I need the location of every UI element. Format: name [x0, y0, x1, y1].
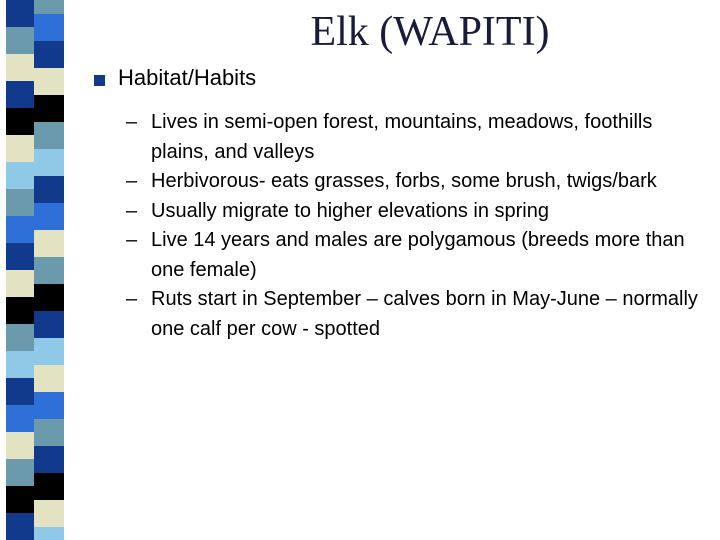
strip-block	[34, 68, 64, 95]
strip-block	[6, 432, 36, 459]
strip-block	[6, 459, 36, 486]
strip-block	[6, 81, 36, 108]
decorative-color-strip	[0, 0, 66, 540]
strip-block	[34, 473, 64, 500]
strip-block	[34, 311, 64, 338]
strip-block	[34, 527, 64, 540]
strip-block	[6, 405, 36, 432]
strip-block	[34, 500, 64, 527]
sub-bullet-item	[126, 285, 706, 344]
strip-block	[34, 419, 64, 446]
dash-bullet-icon: –	[126, 111, 138, 133]
strip-block	[6, 54, 36, 81]
strip-block	[34, 446, 64, 473]
strip-block	[34, 176, 64, 203]
strip-block	[34, 149, 64, 176]
strip-block	[6, 189, 36, 216]
strip-block	[34, 338, 64, 365]
strip-block	[6, 324, 36, 351]
sub-bullet-list	[126, 108, 706, 344]
sub-bullet-text: Herbivorous- eats grasses, forbs, some brush, twigs/bark	[151, 170, 657, 192]
strip-block	[6, 108, 36, 135]
dash-bullet-icon: –	[126, 199, 138, 222]
bullet-habitat-habits: Habitat/Habits	[118, 65, 257, 90]
sub-bullet-item	[126, 197, 706, 227]
strip-block	[6, 297, 36, 324]
strip-block	[6, 243, 36, 270]
slide-title: Elk (WAPITI)	[310, 9, 550, 55]
strip-block	[34, 392, 64, 419]
strip-block	[34, 95, 64, 122]
square-bullet-icon	[94, 75, 105, 86]
strip-block	[6, 513, 36, 540]
sub-bullet-item	[126, 167, 706, 197]
sub-bullet-text: Ruts start in September – calves born in May-June – normally one calf per cow - spotted	[151, 288, 698, 340]
sub-bullet-item	[126, 108, 706, 167]
strip-block	[6, 351, 36, 378]
strip-block	[34, 257, 64, 284]
strip-block	[34, 14, 64, 41]
strip-block	[6, 378, 36, 405]
sub-bullet-item	[126, 226, 706, 285]
strip-block	[6, 0, 36, 27]
strip-block	[6, 162, 36, 189]
strip-block	[34, 230, 64, 257]
strip-block	[34, 365, 64, 392]
sub-bullet-text: Lives in semi-open forest, mountains, meadows, foothills plains, and valleys	[151, 111, 653, 163]
sub-bullet-text: Usually migrate to higher elevations in spring	[151, 199, 549, 222]
strip-block	[34, 41, 64, 68]
strip-block	[6, 135, 36, 162]
strip-block	[6, 486, 36, 513]
strip-block	[34, 284, 64, 311]
dash-bullet-icon: –	[126, 229, 138, 251]
strip-block	[6, 27, 36, 54]
strip-block	[34, 0, 64, 14]
strip-block	[34, 203, 64, 230]
dash-bullet-icon: –	[126, 288, 138, 310]
dash-bullet-icon: –	[126, 170, 138, 192]
sub-bullet-text: Live 14 years and males are polygamous (breeds more than one female)	[151, 229, 685, 281]
strip-block	[6, 216, 36, 243]
strip-block	[34, 122, 64, 149]
strip-block	[6, 270, 36, 297]
